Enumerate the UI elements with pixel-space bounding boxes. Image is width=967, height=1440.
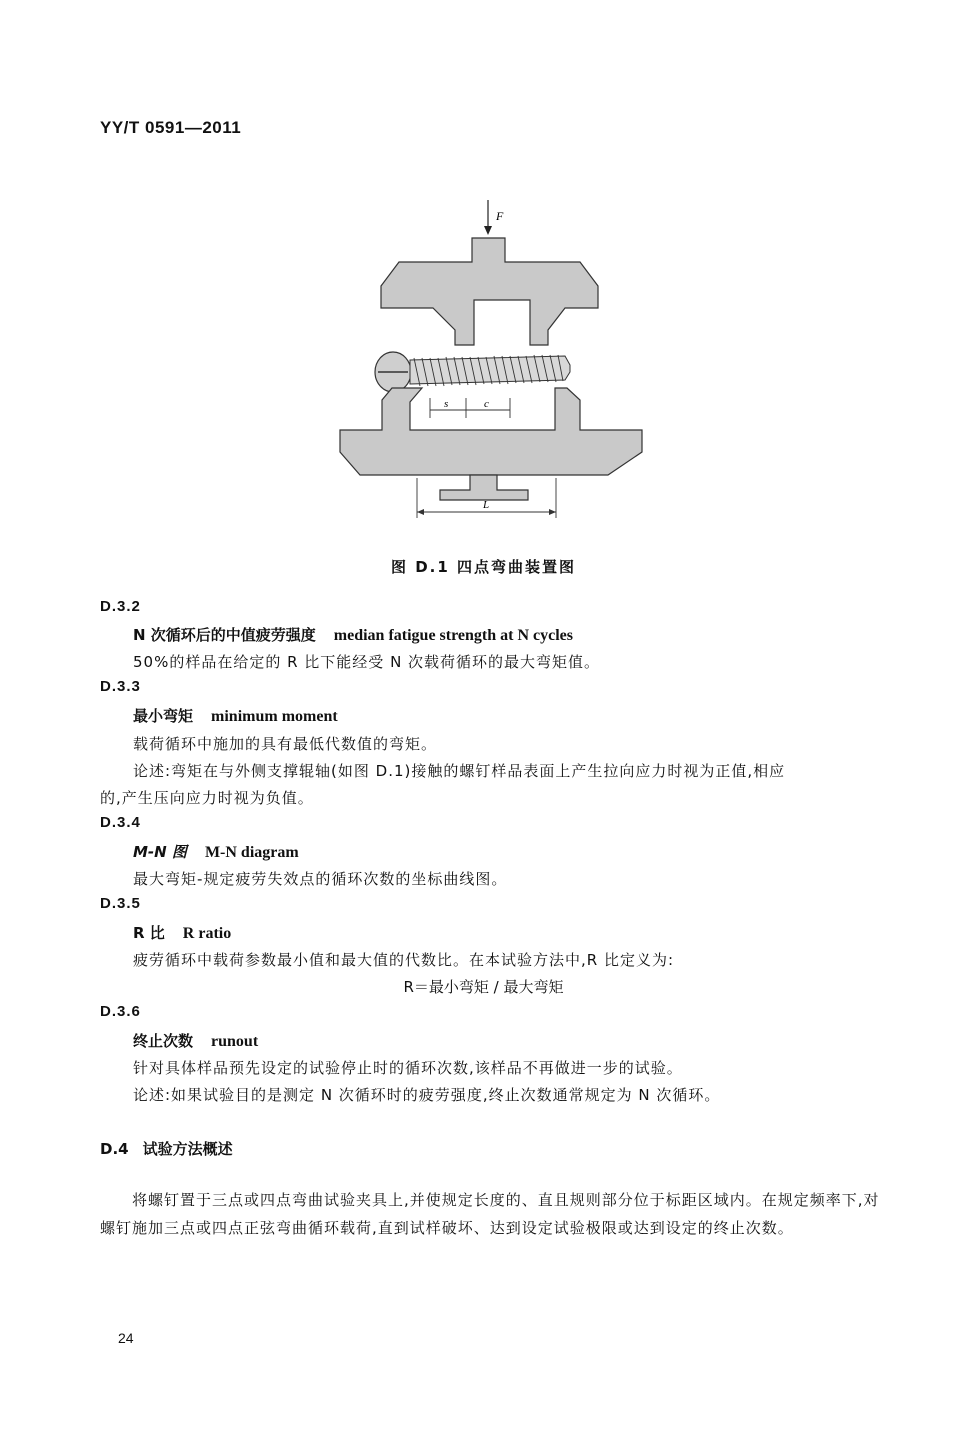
dimension-s-label: s xyxy=(444,398,449,410)
section-title: 试验方法概述 xyxy=(142,1140,233,1158)
term-en: minimum moment xyxy=(211,708,338,725)
clause-number: D.3.4 xyxy=(100,814,141,831)
clause-number: D.3.2 xyxy=(100,598,141,615)
section-number: D.4 xyxy=(100,1140,129,1158)
page-number: 24 xyxy=(118,1330,134,1346)
term-cn: 最小弯矩 xyxy=(133,707,194,725)
screw-shaft xyxy=(410,356,570,384)
t-slot-base xyxy=(440,475,528,500)
section-paragraph: 将螺钉置于三点或四点弯曲试验夹具上,并使规定长度的、直且规则部分位于标距区域内。在规定频率下,对螺钉施加三点或四点正弦弯曲循环载荷,直到试样破坏、达到设定试验极限或达到设定的终止次数。 xyxy=(100,1191,880,1237)
term-en: runout xyxy=(211,1033,259,1050)
definition-text: 针对具体样品预先设定的试验停止时的循环次数,该样品不再做进一步的试验。 xyxy=(133,1059,683,1077)
lower-support-fixture xyxy=(340,388,642,475)
standard-code: YY/T 0591—2011 xyxy=(100,118,242,137)
definition-text: 50%的样品在给定的 R 比下能经受 N 次载荷循环的最大弯矩值。 xyxy=(133,653,601,671)
upper-loading-fixture xyxy=(381,238,598,345)
dimension-s-c xyxy=(430,398,510,418)
note-text: 论述:如果试验目的是测定 N 次循环时的疲劳强度,终止次数通常规定为 N 次循环。 xyxy=(133,1086,721,1104)
term-heading xyxy=(133,705,338,726)
figure-caption: 图 D.1 四点弯曲装置图 xyxy=(390,558,577,576)
note-text: 论述:弯矩在与外侧支撑辊轴(如图 D.1)接触的螺钉样品表面上产生拉向应力时视为正值,相应 xyxy=(133,762,786,780)
note-text-continued: 的,产生压向应力时视为负值。 xyxy=(100,789,314,807)
term-cn: R 比 xyxy=(133,924,165,942)
definition-text: 疲劳循环中载荷参数最小值和最大值的代数比。在本试验方法中,R 比定义为: xyxy=(133,951,675,969)
four-point-bending-fixture-diagram xyxy=(320,195,660,525)
term-heading xyxy=(133,922,231,943)
formula: R＝最小弯矩 / 最大弯矩 xyxy=(403,978,564,996)
definition-text: 最大弯矩-规定疲劳失效点的循环次数的坐标曲线图。 xyxy=(133,870,508,888)
clause-number: D.3.3 xyxy=(100,678,141,695)
term-heading xyxy=(133,841,299,862)
term-en: R ratio xyxy=(182,925,232,942)
definition-text: 载荷循环中施加的具有最低代数值的弯矩。 xyxy=(133,735,438,753)
term-heading xyxy=(133,624,573,645)
term-en: M-N diagram xyxy=(204,844,299,861)
term-cn: N 次循环后的中值疲劳强度 xyxy=(133,626,316,644)
force-arrow-head xyxy=(484,226,492,235)
dimension-c-label: c xyxy=(484,398,489,410)
clause-number: D.3.5 xyxy=(100,895,141,912)
term-heading xyxy=(133,1030,258,1051)
term-en: median fatigue strength at N cycles xyxy=(333,627,574,644)
term-cn: M-N 图 xyxy=(133,843,187,861)
term-cn: 终止次数 xyxy=(133,1032,194,1050)
section-heading xyxy=(100,1138,233,1159)
dimension-L-label: L xyxy=(483,499,490,511)
force-label: F xyxy=(496,209,504,223)
clause-number: D.3.6 xyxy=(100,1003,141,1020)
